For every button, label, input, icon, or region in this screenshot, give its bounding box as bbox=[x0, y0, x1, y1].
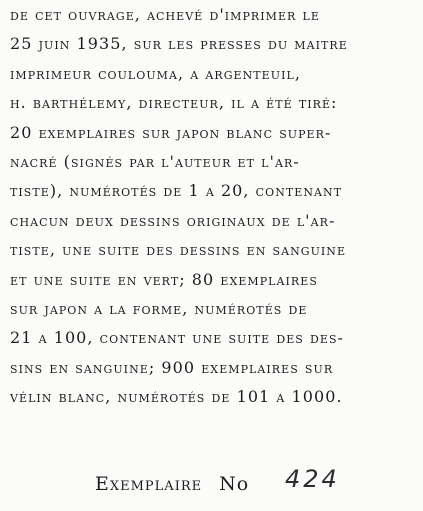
colophon-line-5: 20 exemplaires sur japon blanc super- bbox=[10, 122, 332, 142]
colophon-line-7: tiste), numérotés de 1 a 20, contenant bbox=[10, 181, 343, 201]
colophon-line-10: et une suite en vert; 80 exemplaires bbox=[10, 269, 318, 289]
colophon-line-8: chacun deux dessins originaux de l'ar- bbox=[10, 210, 336, 230]
colophon-text bbox=[10, 0, 417, 411]
copy-label: Exemplaire bbox=[95, 473, 203, 495]
copy-number-line bbox=[95, 465, 340, 495]
number-abbreviation: No bbox=[219, 473, 250, 495]
colophon-line-13: sins en sanguine; 900 exemplaires sur bbox=[10, 357, 334, 377]
colophon-line-4: h. barthélemy, directeur, il a été tiré: bbox=[10, 93, 338, 113]
colophon-line-11: sur japon a la forme, numérotés de bbox=[10, 298, 308, 318]
colophon-line-1: de cet ouvrage, achevé d'imprimer le bbox=[10, 5, 320, 24]
colophon-line-14: vélin blanc, numérotés de 101 a 1000. bbox=[10, 387, 343, 407]
colophon-line-3: imprimeur coulouma, a argenteuil, bbox=[10, 63, 301, 83]
handwritten-copy-number: 424 bbox=[285, 465, 340, 493]
colophon-line-12: 21 a 100, contenant une suite des des- bbox=[10, 328, 345, 348]
colophon-line-9: tiste, une suite des dessins en sanguine bbox=[10, 240, 347, 260]
colophon-line-2: 25 juin 1935, sur les presses du maitre bbox=[10, 34, 348, 54]
colophon-line-6: nacré (signés par l'auteur et l'ar- bbox=[10, 151, 300, 171]
